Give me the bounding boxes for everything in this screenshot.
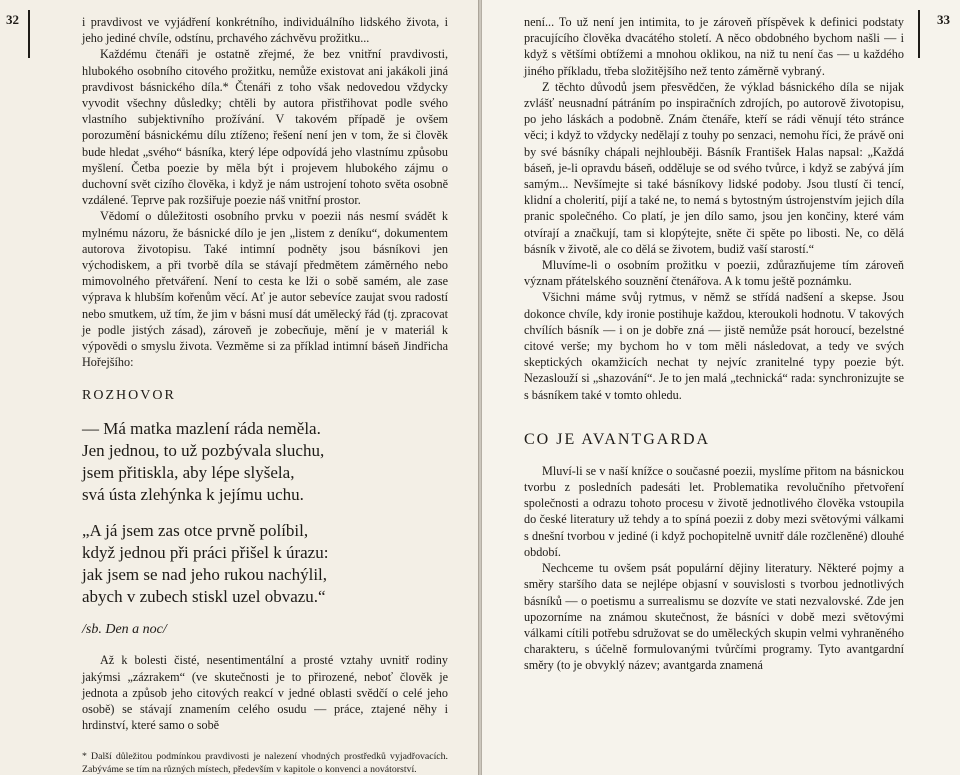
right-paragraph-1: není... To už není jen intimita, to je zároveň příspěvek k definici podstaty pracujícího člověka dvacátého století. A něco obdobného bychom našli — i když s většími obtížemi a mnohou oklikou, na niž tu není čas — u každého jiného příkladu, třeba složitějšího než tento záměrně vybraný. — [524, 15, 904, 78]
left-paragraph-4: Až k bolesti čisté, nesentimentální a prosté vztahy uvnitř rodiny jakýmsi „zázrakem“ (ve skutečnosti je to přirozené, neboť člověk je jednota a způsob jeho citových reakcí v jedné oblasti svědčí o celé jeho osobě) se stávají znamením celého osudu — práce, ztajené něhy i hrdinství, které samo o sobě — [82, 653, 448, 733]
margin-rule-left — [28, 10, 30, 58]
poem-line: jsem přitiskla, aby lépe slyšela, — [82, 463, 295, 483]
right-paragraph-5: Mluví-li se v naší knížce o současné poezii, myslíme přitom na básnickou tvorbu z posledních padesáti let. Problematika revolučního přetvoření společnosti a odrazu tohoto procesu v životě jednotlivého člověka vstoupila do české literatury už tehdy a to spíná poezii z doby mezi světovými válkami s dnešní tvorbou v jediné (i když pochopitelně uvnitř dále rozčleněné) dlouhé období. — [524, 463, 904, 559]
footnote: * Další důležitou podmínkou pravdivosti je nalezení vhodných prostředků vyjadřovacích. Zabýváme se tím na různých místech, především v kapitole o konvenci a novátorství. — [82, 751, 448, 775]
poem-source: /sb. Den a noc/ — [82, 622, 167, 638]
poem-line: „A já jsem zas otce prvně políbil, — [82, 521, 309, 541]
page-number-right: 33 — [937, 12, 950, 27]
poem-line: když jednou při práci přišel k úrazu: — [82, 543, 329, 563]
right-paragraph-6: Nechceme tu ovšem psát populární dějiny literatury. Některé pojmy a směry staršího data se nejlépe objasní v souvislosti s tvorbou jednotlivých básníků — o poetismu a surrealismu se dozvíte ve stati nezvalovské. Zde jen upozorníme na známou skutečnost, že básníci v době mezi světovými válkami cítili potřebu sdružovat se do uměleckých skupin velmi vyhraněného charakteru, s účelně formulovanými tvůrčími programy. Tyto avantgardní směry (to je obvyklý název; avantgarda znamená — [524, 561, 904, 673]
right-text-column — [524, 14, 904, 674]
left-text-column — [82, 14, 448, 775]
poem-line: jak jsem se nad jeho rukou nachýlil, — [82, 565, 328, 585]
section-heading: CO JE AVANTGARDA — [524, 430, 711, 448]
page-number-left: 32 — [6, 12, 19, 27]
right-paragraph-3: Mluvíme-li o osobním prožitku v poezii, zdůrazňujeme tím zároveň význam přátelského souznění čtenářova. A k tomu ještě poznámku. — [524, 258, 904, 289]
margin-rule-right — [918, 10, 920, 58]
left-page — [0, 0, 478, 775]
right-paragraph-4: Všichni máme svůj rytmus, v němž se střídá nadšení a skepse. Jsou dokonce chvíle, kdy ironie postihuje každou, kteroukoli hodnotu. V takových chvílích básník — i on je dobře zná — jistě nemůže psát horoucí, bezelstné citové verše; my bychom ho v tom měli následovat, a tedy ve svých skeptických okamžicích nechat ty nejvíc zranitelné typy poezie být. Nezaslouží si „shazování“. Je to jen malá „technická“ rada: synchronizujte se s básníkem také v tomto ohledu. — [524, 290, 904, 402]
poem-heading: ROZHOVOR — [82, 388, 176, 404]
poem-stanza-2 — [82, 520, 448, 608]
poem-line: Jen jednou, to už pozbývala sluchu, — [82, 441, 325, 461]
right-paragraph-2: Z těchto důvodů jsem přesvědčen, že výklad básnického díla se nijak zvlášť neusnadní pátráním po inspiračních zdrojích, po autorově životopisu, po jeho láskách a podobně. Znám čtenáře, kteří se rádi věnují této stránce věci; i když to vždycky nedělají z touhy po senzaci, nemohu říci, že právě oni by své básníky chápali nejhlouběji. Básník František Halas napsal: „Každá báseň, je-li opravdu báseň, odděluje se od svého tvůrce, i když se zabývá jím samým... Nevšímejte si také básníkovy lidské podoby. Jsou tlustí či tencí, klidní a cholerití, pijí a také ne, to nemá s bytostným ústrojenstvím jejich díla pranic společného. Co platí, je jen dílo samo, jsou jen končiny, které vám otvírají a značkují, tam si klopýtejte, sněte či spěte po libosti. Ne, co dělá básník v životě, ale co dělá se životem, budiž vaší starostí.“ — [524, 79, 904, 256]
left-paragraph-3: Vědomí o důležitosti osobního prvku v poezii nás nesmí svádět k mylnému názoru, že básnické dílo je jen „listem z deníku“, dokumentem autorova životopisu. Také intimní podněty jsou básníkovi jen východiskem, a při tvorbě díla se stávají předmětem záměrného nebo mimovolného přetváření. Není to cesta ke lži o sobě samém, ale zase výprava k hlubším kořenům věcí. Ať je autor sebevíce zaujat svou radostí nebo smutkem, už tím, že jim v básni musí dát umělecký řád (tj. zpracovat je podle jistých zásad), zároveň je zobecňuje, mění je v materiál k výpovědi o smyslu života. Vezměme si za příklad intimní báseň Jindřicha Hořejšího: — [82, 209, 448, 370]
poem-line: abych v zubech stiskl uzel obvazu.“ — [82, 587, 326, 607]
poem-line: svá ústa zlehýnka k jejímu uchu. — [82, 485, 304, 505]
left-paragraph-2: Každému čtenáři je ostatně zřejmé, že bez vnitřní pravdivosti, hlubokého osobního citového prožitku, nemůže existovat ani jakákoli jiná pravdivost básnického díla.* Čtenáři z toho však nedovedou vždycky vyvodit všechny důsledky; chtěli by autora přistřihovat podle svého vlastního subjektivního prožívání. V takovém případě je ovšem porozumění básnickému dílu ztíženo; řešení není jen v tom, že si člověk bude hledat „svého“ básníka, který lépe odpovídá jeho vlastnímu způsobu myšlení. Četba poezie by měla být i projevem hlubokého zájmu o duchovní svět cizího člověka, i když je nám ustrojení tohoto světa osobně vzdálené. Teprve pak rozšiřuje poezie náš vnitřní prostor. — [82, 47, 448, 208]
poem-line: — Má matka mazlení ráda neměla. — [82, 419, 321, 439]
poem-stanza-1 — [82, 418, 448, 506]
left-paragraph-1: i pravdivost ve vyjádření konkrétního, individuálního lidského života, i jeho jediné chvíle, odstínu, prchavého záchvěvu prožitku... — [82, 15, 448, 46]
right-page — [482, 0, 960, 775]
